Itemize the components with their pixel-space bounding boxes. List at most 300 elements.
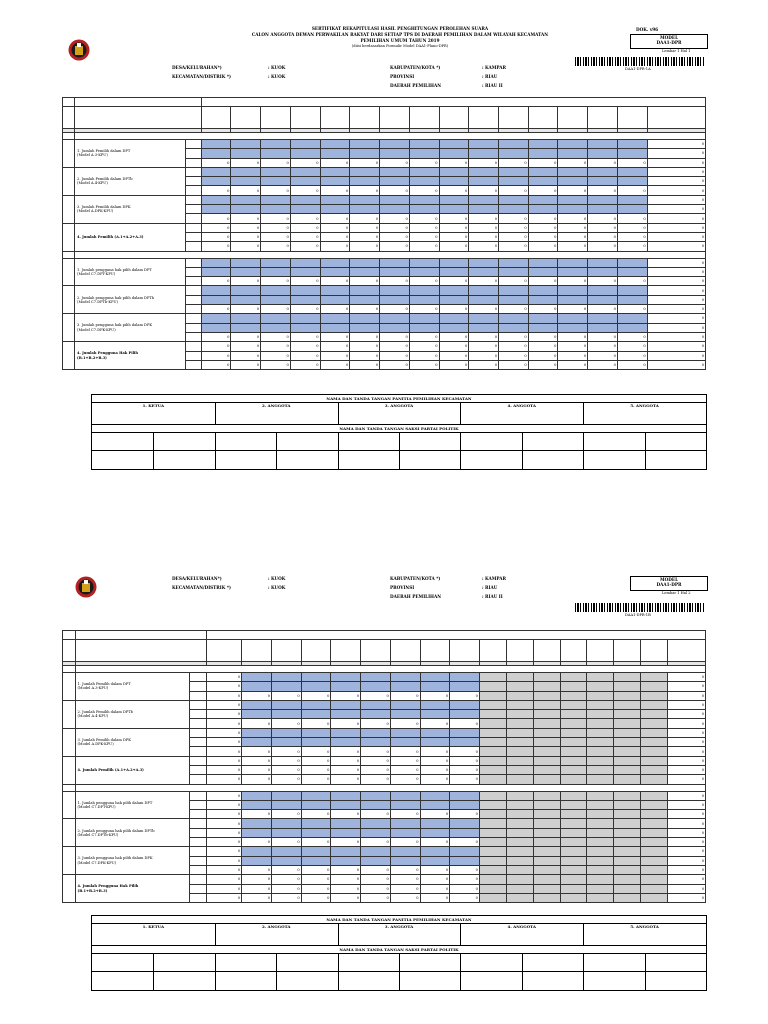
member-divider — [215, 923, 216, 945]
value-cell: 0 — [668, 791, 706, 800]
gender-label — [185, 360, 201, 369]
kecamatan-value: : KUOK — [268, 585, 286, 590]
value-cell — [533, 700, 560, 709]
value-cell: 0 — [261, 277, 291, 286]
value-cell: 0 — [558, 242, 588, 251]
gender-label — [185, 140, 201, 149]
value-cell — [231, 323, 261, 332]
value-cell — [587, 682, 614, 691]
recap-table-page-2 — [62, 630, 706, 903]
value-cell — [533, 810, 560, 819]
value-cell — [469, 295, 499, 304]
value-cell: 0 — [439, 232, 469, 241]
value-cell: 0 — [647, 158, 705, 167]
group-label — [75, 784, 706, 791]
section-label — [75, 107, 202, 129]
value-cell: 0 — [242, 865, 272, 874]
tps-header — [558, 107, 588, 129]
row-spacer — [63, 195, 75, 223]
value-cell — [506, 810, 533, 819]
value-cell: 0 — [668, 756, 706, 765]
value-cell — [560, 691, 587, 700]
value-cell: 0 — [668, 682, 706, 691]
gender-label — [190, 828, 207, 837]
value-cell: 0 — [206, 747, 241, 756]
value-cell: 0 — [242, 875, 272, 884]
row-spacer — [63, 673, 76, 701]
gender-label — [190, 673, 207, 682]
tps-header — [361, 640, 391, 662]
desa-label: DESA/KELURAHAN*) — [172, 576, 222, 581]
value-cell: 0 — [450, 810, 480, 819]
value-cell — [261, 323, 291, 332]
value-cell: 0 — [469, 214, 499, 223]
row-label-source: (Model C7.DPTb-KPU) — [77, 832, 119, 837]
row-label-source: (Model A.DPK-KPU) — [77, 742, 114, 747]
value-cell — [528, 140, 558, 149]
row-label-number: 2. — [77, 710, 83, 715]
value-cell: 0 — [558, 223, 588, 232]
value-cell: 0 — [201, 223, 231, 232]
value-cell: 0 — [350, 332, 380, 341]
value-cell: 0 — [320, 214, 350, 223]
value-cell — [271, 819, 301, 828]
value-cell — [469, 149, 499, 158]
value-cell: 0 — [588, 351, 618, 360]
value-cell — [533, 765, 560, 774]
value-cell — [409, 167, 439, 176]
value-cell: 0 — [261, 232, 291, 241]
value-cell: 0 — [617, 351, 647, 360]
value-cell — [614, 884, 641, 893]
value-cell — [528, 258, 558, 267]
value-cell — [331, 847, 361, 856]
value-cell — [588, 195, 618, 204]
value-cell — [533, 719, 560, 728]
value-cell — [506, 884, 533, 893]
saksi-divider — [215, 432, 216, 469]
value-cell: 0 — [469, 360, 499, 369]
value-cell — [506, 865, 533, 874]
empty-header — [533, 640, 560, 662]
value-cell — [380, 314, 410, 323]
member-label: 5. ANGGOTA — [630, 403, 659, 408]
tps-header — [261, 107, 291, 129]
value-cell — [614, 738, 641, 747]
member-divider — [338, 923, 339, 945]
value-cell: 0 — [206, 710, 241, 719]
value-cell — [533, 828, 560, 837]
value-cell: 0 — [271, 765, 301, 774]
value-cell — [479, 756, 506, 765]
row-spacer — [63, 847, 76, 875]
desa-label: DESA/KELURAHAN*) — [172, 65, 222, 70]
value-cell — [409, 258, 439, 267]
value-cell: 0 — [420, 838, 450, 847]
value-cell — [409, 267, 439, 276]
value-cell — [331, 700, 361, 709]
value-cell: 0 — [331, 747, 361, 756]
row-spacer — [63, 791, 76, 819]
model-code: DAA1-DPR — [656, 40, 682, 45]
value-cell — [290, 140, 320, 149]
value-cell — [320, 314, 350, 323]
member-divider — [583, 402, 584, 424]
value-cell — [498, 314, 528, 323]
value-cell: 0 — [469, 223, 499, 232]
gender-label — [185, 195, 201, 204]
value-cell — [617, 167, 647, 176]
tps-header — [301, 640, 331, 662]
value-cell: 0 — [242, 893, 272, 902]
gender-label — [190, 710, 207, 719]
value-cell — [231, 286, 261, 295]
value-cell — [560, 710, 587, 719]
value-cell — [320, 195, 350, 204]
value-cell: 0 — [498, 223, 528, 232]
kecamatan-label: KECAMATAN/DISTRIK *) — [172, 74, 231, 79]
value-cell — [588, 149, 618, 158]
value-cell: 0 — [588, 332, 618, 341]
row-label-text: Jumlah Pemilih dalam DPK — [81, 204, 131, 209]
value-cell: 0 — [380, 305, 410, 314]
value-cell: 0 — [390, 765, 420, 774]
value-cell: 0 — [390, 775, 420, 784]
value-cell: 0 — [331, 719, 361, 728]
value-cell — [242, 791, 272, 800]
row-spacer — [63, 167, 75, 195]
value-cell — [409, 286, 439, 295]
value-cell — [350, 149, 380, 158]
value-cell: 0 — [528, 242, 558, 251]
value-cell — [331, 828, 361, 837]
value-cell: 0 — [469, 158, 499, 167]
value-cell: 0 — [331, 865, 361, 874]
value-cell: 0 — [558, 332, 588, 341]
value-cell — [479, 884, 506, 893]
gender-label — [190, 691, 207, 700]
value-cell: 0 — [206, 884, 241, 893]
row-label — [75, 728, 190, 756]
value-cell: 0 — [271, 893, 301, 902]
row-label-source: (Model A.4-KPU) — [77, 181, 108, 186]
value-cell: 0 — [261, 242, 291, 251]
value-cell — [587, 775, 614, 784]
row-label-text: Jumlah pengguna hak pilih dalam DPK — [81, 323, 153, 328]
barcode-label: DAA1-DPR-1B — [625, 613, 651, 617]
value-cell — [380, 177, 410, 186]
value-cell — [271, 700, 301, 709]
value-cell — [361, 819, 391, 828]
value-cell: 0 — [647, 267, 705, 276]
value-cell — [588, 267, 618, 276]
value-cell: 0 — [420, 747, 450, 756]
value-cell: 0 — [528, 186, 558, 195]
value-cell — [261, 149, 291, 158]
value-cell — [587, 738, 614, 747]
value-cell — [614, 710, 641, 719]
value-cell — [641, 828, 668, 837]
value-cell: 0 — [261, 223, 291, 232]
value-cell: 0 — [617, 332, 647, 341]
saksi-divider — [399, 953, 400, 990]
value-cell — [506, 700, 533, 709]
value-cell — [479, 775, 506, 784]
value-cell — [641, 691, 668, 700]
value-cell — [242, 847, 272, 856]
empty-header — [614, 640, 641, 662]
value-cell — [614, 691, 641, 700]
value-cell — [271, 800, 301, 809]
value-cell: 0 — [409, 342, 439, 351]
value-cell: 0 — [450, 756, 480, 765]
row-label — [75, 195, 186, 223]
kecamatan-label: KECAMATAN/DISTRIK *) — [172, 585, 231, 590]
value-cell: 0 — [320, 332, 350, 341]
dapil-value: : RIAU II — [482, 594, 503, 599]
member-label: 2. ANGGOTA — [261, 924, 291, 929]
value-cell: 0 — [261, 342, 291, 351]
value-cell — [533, 800, 560, 809]
value-cell — [290, 195, 320, 204]
value-cell: 0 — [242, 719, 272, 728]
value-cell — [201, 286, 231, 295]
saksi-divider — [522, 432, 523, 469]
value-cell — [587, 791, 614, 800]
value-cell — [614, 856, 641, 865]
value-cell: 0 — [320, 242, 350, 251]
value-cell — [469, 205, 499, 214]
row-label — [75, 140, 186, 168]
row-label — [75, 673, 190, 701]
value-cell: 0 — [409, 158, 439, 167]
value-cell: 0 — [231, 223, 261, 232]
value-cell: 0 — [350, 351, 380, 360]
col-rincian-header — [206, 631, 705, 640]
value-cell: 0 — [558, 342, 588, 351]
value-cell — [558, 195, 588, 204]
row-label-number: 1. — [77, 682, 83, 687]
value-cell: 0 — [528, 332, 558, 341]
value-cell — [350, 323, 380, 332]
value-cell — [558, 167, 588, 176]
value-cell — [498, 286, 528, 295]
value-cell — [331, 682, 361, 691]
value-cell: 0 — [450, 775, 480, 784]
value-cell — [479, 682, 506, 691]
value-cell: 0 — [331, 810, 361, 819]
row-label-number: 2. — [77, 177, 82, 182]
value-cell — [301, 856, 331, 865]
value-cell — [231, 258, 261, 267]
value-cell: 0 — [409, 332, 439, 341]
value-cell: 0 — [450, 884, 480, 893]
group-label — [75, 666, 706, 673]
value-cell: 0 — [439, 332, 469, 341]
value-cell: 0 — [271, 691, 301, 700]
value-cell — [469, 258, 499, 267]
value-cell — [380, 149, 410, 158]
value-cell: 0 — [320, 223, 350, 232]
value-cell: 0 — [668, 810, 706, 819]
value-cell: 0 — [558, 277, 588, 286]
value-cell: 0 — [301, 775, 331, 784]
value-cell — [301, 847, 331, 856]
tps-header — [409, 107, 439, 129]
value-cell — [587, 728, 614, 737]
saksi-divider — [276, 432, 277, 469]
value-cell — [201, 314, 231, 323]
row-label — [75, 167, 186, 195]
value-cell — [331, 791, 361, 800]
value-cell — [533, 747, 560, 756]
sig-rule — [92, 945, 706, 946]
value-cell — [528, 167, 558, 176]
value-cell — [479, 865, 506, 874]
row-label-text: Jumlah pengguna hak pilih dalam DPTb — [82, 828, 155, 833]
value-cell — [528, 286, 558, 295]
row-label — [75, 258, 186, 286]
barcode — [575, 57, 705, 66]
value-cell — [498, 205, 528, 214]
row-spacer — [63, 728, 76, 756]
value-cell — [479, 800, 506, 809]
value-cell: 0 — [231, 305, 261, 314]
value-cell: 0 — [588, 360, 618, 369]
value-cell: 0 — [420, 719, 450, 728]
value-cell — [390, 791, 420, 800]
value-cell — [380, 323, 410, 332]
value-cell — [290, 258, 320, 267]
row-label — [75, 223, 186, 251]
value-cell — [506, 893, 533, 902]
gender-label — [190, 791, 207, 800]
saksi-divider — [583, 953, 584, 990]
value-cell — [587, 893, 614, 902]
value-cell — [271, 728, 301, 737]
value-cell: 0 — [647, 242, 705, 251]
value-cell — [420, 700, 450, 709]
value-cell — [409, 140, 439, 149]
value-cell: 0 — [409, 351, 439, 360]
value-cell — [439, 140, 469, 149]
col-uraian-header — [75, 631, 206, 640]
value-cell — [506, 800, 533, 809]
value-cell: 0 — [647, 223, 705, 232]
value-cell: 0 — [668, 673, 706, 682]
row-label-source: (Model A.3-KPU) — [77, 153, 108, 158]
value-cell: 0 — [617, 305, 647, 314]
value-cell — [201, 205, 231, 214]
value-cell — [614, 819, 641, 828]
value-cell: 0 — [409, 277, 439, 286]
value-cell — [617, 267, 647, 276]
value-cell — [641, 700, 668, 709]
value-cell — [390, 728, 420, 737]
value-cell: 0 — [450, 893, 480, 902]
value-cell — [528, 195, 558, 204]
value-cell: 0 — [271, 810, 301, 819]
row-label-number: 3. — [77, 856, 83, 861]
value-cell — [331, 819, 361, 828]
value-cell: 0 — [617, 158, 647, 167]
gender-label — [190, 865, 207, 874]
value-cell — [290, 295, 320, 304]
value-cell — [558, 205, 588, 214]
value-cell — [641, 747, 668, 756]
value-cell: 0 — [261, 332, 291, 341]
value-cell: 0 — [301, 884, 331, 893]
value-cell — [320, 149, 350, 158]
value-cell — [380, 140, 410, 149]
value-cell: 0 — [206, 810, 241, 819]
value-cell — [261, 314, 291, 323]
value-cell: 0 — [290, 158, 320, 167]
ppk-title: NAMA DAN TANDA TANGAN PANITIA PEMILIHAN KECAMATAN — [326, 396, 472, 401]
row-label-source: (Model A.3-KPU) — [77, 686, 109, 691]
value-cell: 0 — [206, 691, 241, 700]
value-cell — [614, 893, 641, 902]
value-cell — [479, 810, 506, 819]
value-cell: 0 — [668, 691, 706, 700]
value-cell: 0 — [206, 700, 241, 709]
value-cell: 0 — [290, 277, 320, 286]
value-cell: 0 — [390, 875, 420, 884]
value-cell: 0 — [469, 186, 499, 195]
value-cell: 0 — [668, 838, 706, 847]
row-label — [75, 342, 186, 370]
value-cell: 0 — [420, 865, 450, 874]
value-cell — [409, 149, 439, 158]
value-cell: 0 — [647, 140, 705, 149]
value-cell — [614, 765, 641, 774]
value-cell: 0 — [528, 232, 558, 241]
row-spacer — [63, 140, 75, 168]
value-cell — [528, 314, 558, 323]
value-cell: 0 — [498, 186, 528, 195]
value-cell: 0 — [617, 223, 647, 232]
value-cell — [506, 719, 533, 728]
value-cell: 0 — [380, 223, 410, 232]
value-cell: 0 — [647, 186, 705, 195]
value-cell — [560, 856, 587, 865]
value-cell — [231, 177, 261, 186]
row-spacer — [63, 286, 75, 314]
col-no-header — [63, 98, 75, 107]
value-cell: 0 — [668, 856, 706, 865]
value-cell: 0 — [617, 277, 647, 286]
value-cell — [560, 819, 587, 828]
value-cell: 0 — [350, 305, 380, 314]
value-cell: 0 — [201, 305, 231, 314]
value-cell — [301, 791, 331, 800]
recap-grid — [62, 630, 706, 903]
value-cell — [533, 673, 560, 682]
gender-label — [185, 295, 201, 304]
value-cell — [560, 875, 587, 884]
value-cell — [614, 838, 641, 847]
empty-header — [587, 640, 614, 662]
model-label: MODEL — [659, 577, 679, 582]
value-cell: 0 — [469, 305, 499, 314]
empty-header — [479, 640, 506, 662]
value-cell: 0 — [588, 342, 618, 351]
row-label-text: Jumlah Pengguna Hak Pilih — [82, 351, 138, 356]
value-cell — [469, 177, 499, 186]
value-cell — [614, 791, 641, 800]
group-no — [63, 784, 76, 791]
gender-label — [185, 242, 201, 251]
